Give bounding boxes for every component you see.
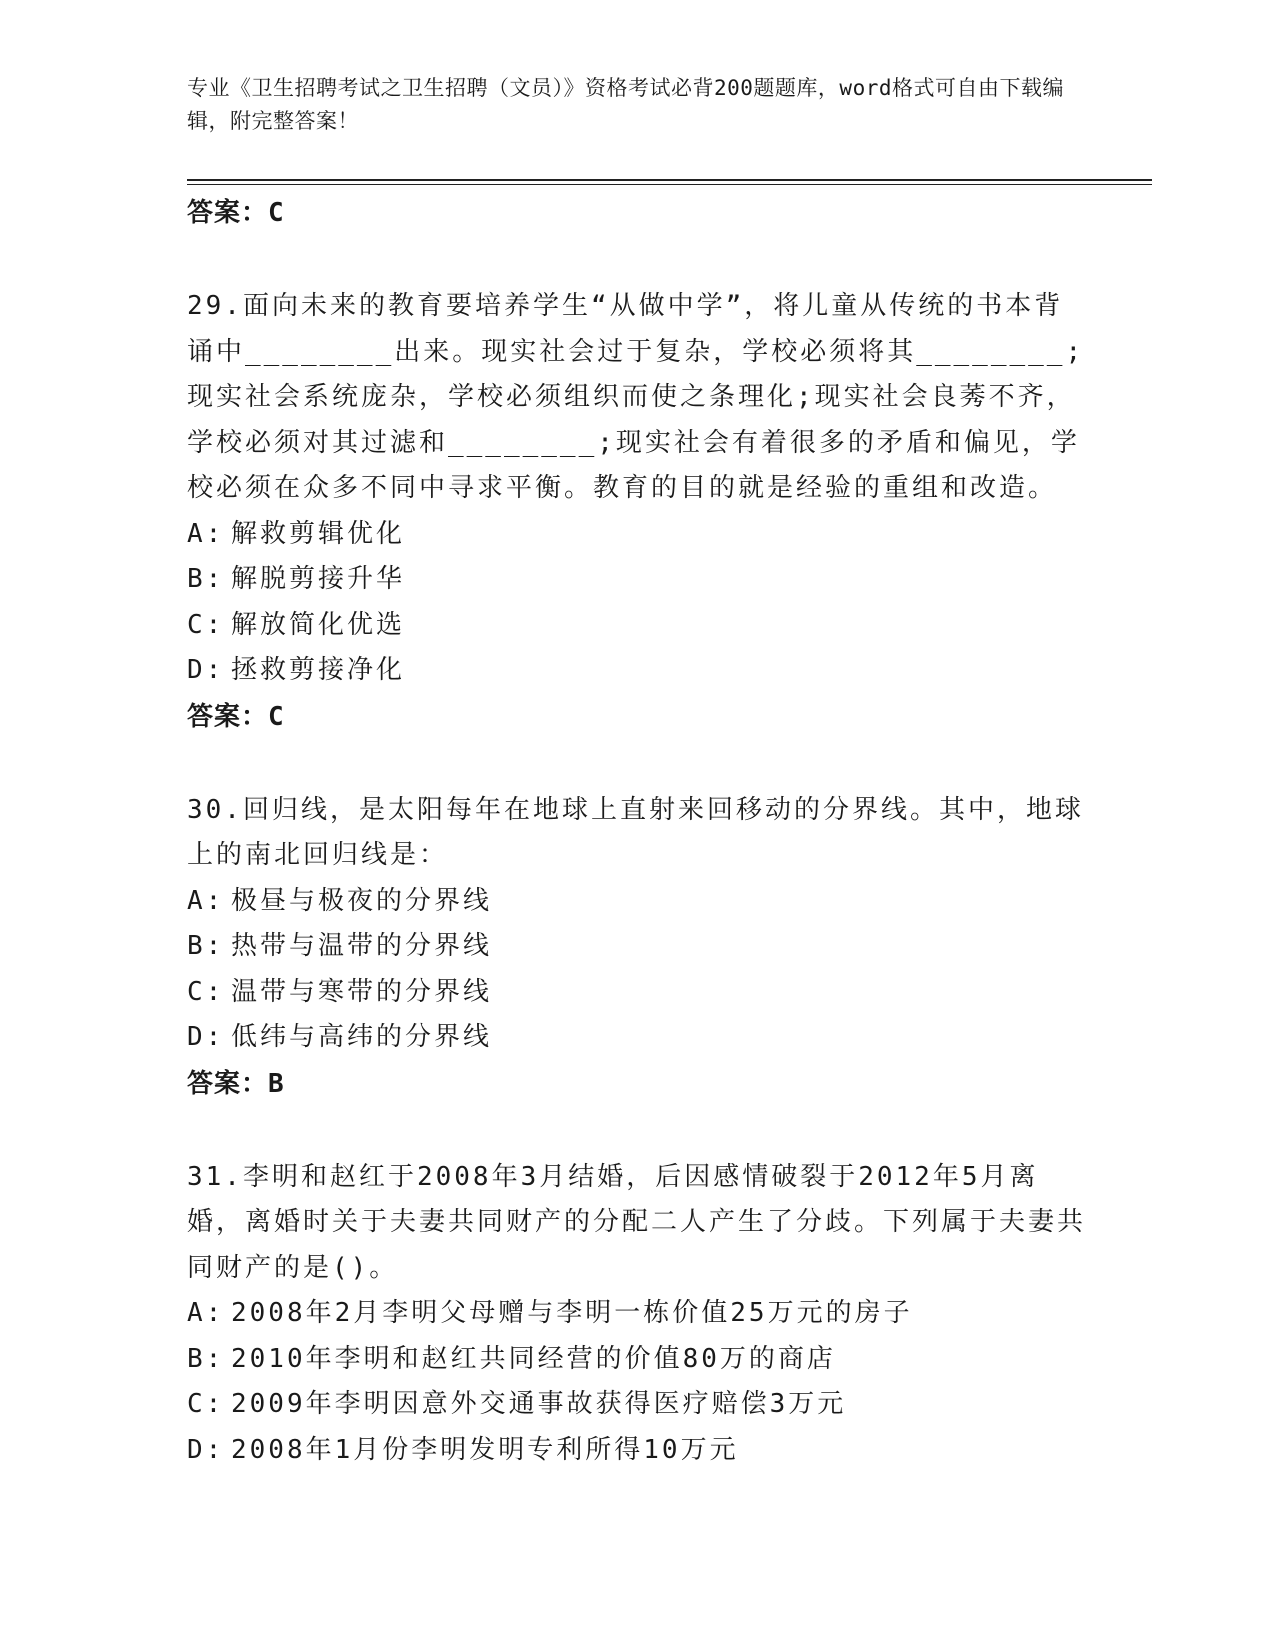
option-letter: D: (187, 655, 225, 685)
option-text: 解脱剪接升华 (231, 564, 406, 594)
option-text: 2008年1月份李明发明专利所得10万元 (231, 1434, 739, 1465)
option-a (187, 1291, 1087, 1337)
option-a (187, 879, 1087, 925)
option-letter: B: (187, 564, 225, 594)
header-divider-thick (187, 179, 1152, 181)
option-d (187, 648, 1087, 694)
question-text: 31.李明和赵红于2008年3月结婚，后因感情破裂于2012年5月离婚，离婚时关于夫妻共同财产的分配二人产生了分歧。下列属于夫妻共同财产的是()。 (187, 1161, 1087, 1283)
question-31 (187, 1155, 1087, 1474)
option-c (187, 970, 1087, 1016)
option-text: 极昼与极夜的分界线 (231, 885, 493, 916)
option-letter: A: (187, 518, 225, 549)
option-text: 2010年李明和赵红共同经营的价值80万的商店 (231, 1343, 836, 1374)
question-text: 30.回归线，是太阳每年在地球上直射来回移动的分界线。其中，地球上的南北回归线是： (187, 794, 1084, 870)
option-text: 低纬与高纬的分界线 (231, 1022, 493, 1052)
option-text: 解救剪辑优化 (231, 518, 406, 549)
option-letter: A: (187, 1298, 225, 1328)
option-text: 解放简化优选 (231, 609, 406, 640)
option-b (187, 1337, 1087, 1383)
option-c (187, 603, 1087, 649)
option-text: 热带与温带的分界线 (231, 931, 493, 961)
option-d (187, 1015, 1087, 1061)
answer-line: 答案：C (187, 701, 285, 732)
option-text: 2008年2月李明父母赠与李明一栋价值25万元的房子 (231, 1298, 913, 1328)
question-list (187, 190, 1087, 1473)
option-c (187, 1382, 1087, 1428)
option-d (187, 1428, 1087, 1474)
option-text: 2009年李明因意外交通事故获得医疗赔偿3万元 (231, 1389, 847, 1419)
option-letter: B: (187, 1343, 225, 1374)
header-divider-thin (187, 184, 1152, 185)
option-letter: D: (187, 1022, 225, 1052)
option-text: 温带与寒带的分界线 (231, 976, 493, 1007)
option-b (187, 924, 1087, 970)
option-a (187, 512, 1087, 558)
question-text: 29.面向未来的教育要培养学生“从做中学”，将儿童从传统的书本背诵中________出来。现实社会过于复杂，学校必须将其________;现实社会系统庞杂，学校必须组织而使之条理化;现实社会良莠不齐，学校必须对其过滤和________;现实社会有着很多的矛盾和偏见，学校必须在众多不同中寻求平衡。教育的目的就是经验的重组和改造。 (187, 291, 1085, 503)
option-b (187, 557, 1087, 603)
option-letter: C: (187, 609, 225, 640)
document-header: 专业《卫生招聘考试之卫生招聘（文员）》资格考试必背200题题库，word格式可自由下载编辑，附完整答案！ (187, 76, 1064, 133)
option-letter: D: (187, 1434, 225, 1465)
option-letter: A: (187, 885, 225, 916)
answer-line: 答案：B (187, 1068, 285, 1099)
question-29 (187, 284, 1087, 740)
question-30 (187, 788, 1087, 1107)
option-letter: C: (187, 1389, 225, 1419)
option-text: 拯救剪接净化 (231, 655, 406, 685)
previous-answer: 答案：C (187, 198, 285, 228)
option-letter: C: (187, 976, 225, 1007)
option-letter: B: (187, 931, 225, 961)
